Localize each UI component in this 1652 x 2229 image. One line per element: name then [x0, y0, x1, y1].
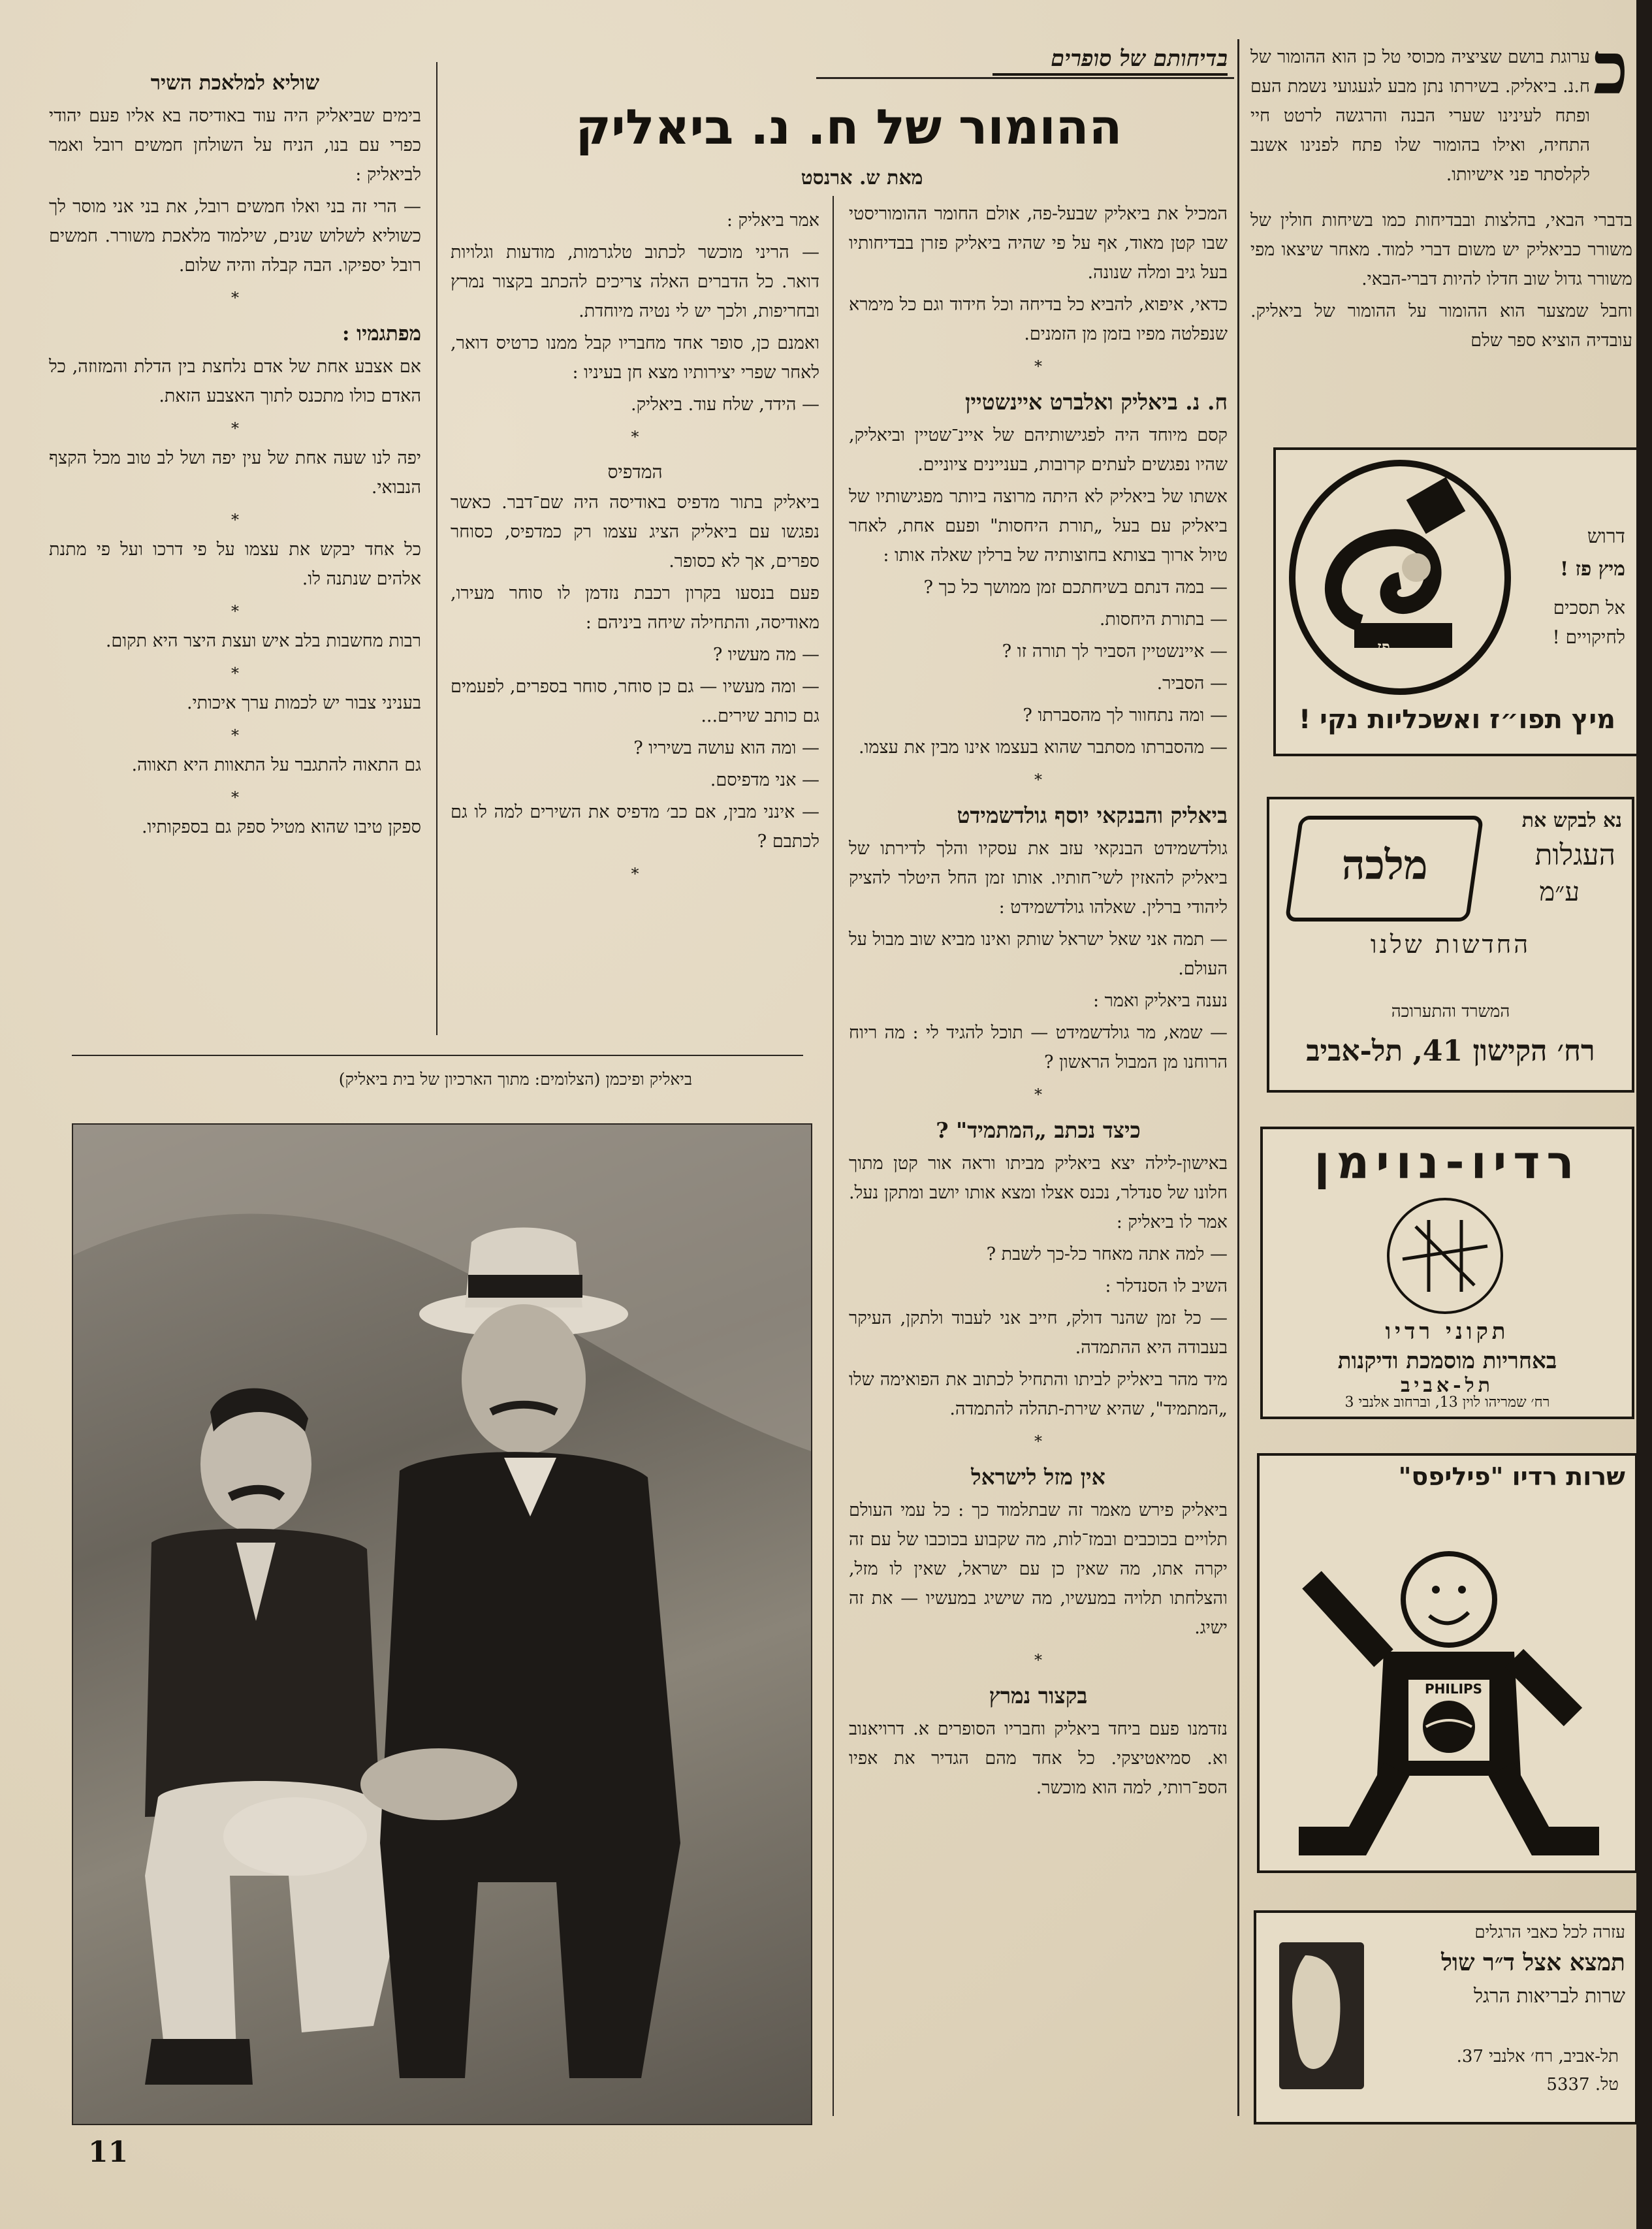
paz-logo-icon: [1289, 460, 1498, 682]
heading-kitzur: בקצור נמרץ: [989, 1683, 1088, 1708]
neuman-emblem-icon: [1387, 1198, 1503, 1314]
saying-2: יפה לנו שעה אחת של עין יפה ושל לב טוב מכל הקצף הנבואי.: [49, 448, 421, 498]
ad-malka-line4: החדשות שלנו: [1370, 930, 1531, 959]
hamatmid-para-3: השיב לו הסנדלר :: [1105, 1276, 1228, 1296]
paz-brand: פז: [1377, 637, 1390, 656]
center-para-1: המכיל את ביאליק שבעל-פה, אולם החומר ההומוריסטי שבו קטן מאוד, אף על פי שהיה ביאליק פזרן בבדיחותיו בעל גיב ומלה שנונה.: [849, 204, 1228, 283]
heading-mazal: אין מזל לישראל: [971, 1464, 1105, 1490]
heading-einstein: ח. נ. ביאליק ואלברט איינשטיין: [964, 389, 1228, 415]
ad-philips: [1257, 1453, 1638, 1873]
separator-star: *: [231, 419, 239, 438]
mid-para-1: אמר ביאליק :: [726, 210, 819, 231]
einstein-para-5: — איינשטיין הסביר לך תורה זו ?: [1002, 641, 1228, 662]
ad-neuman-line1: תקוני רדיו: [1385, 1319, 1510, 1345]
caption-rule: [72, 1055, 803, 1056]
malka-brand: מלכה: [1341, 841, 1428, 889]
heading-goldschmidt: ביאליק והבנקאי יוסף גולדשמידט: [957, 803, 1228, 828]
saying-5: בעניני צבור יש לכמות ערך איכותי.: [187, 693, 421, 713]
ad-scholl-line3: שרות לבריאות הרגל: [1473, 1985, 1625, 2008]
saying-1: אם אצבע אחת של אדם נלחצת בין הדלת והמזוזה, כל האדם כולו מתכנס לתוך האצבע הזאת.: [49, 357, 421, 406]
heading-hamatmid: כיצד נכתב „המתמיד" ?: [936, 1117, 1141, 1143]
printer-para-1: ביאליק בתור מדפיס באודיסה היה שם־דבר. כאשר נפגשו עם ביאליק הציג עצמו רק כמדפיס, כסוחר ספרים, אך לא כסופר.: [451, 492, 819, 571]
ad-neuman-line3: תל-אביב: [1401, 1374, 1494, 1397]
intro-para-2: בדברי הבאי, בהלצות ובבדיחות כמו בשיחות חולין של משורר כביאליק יש משום דברי למוד. מאחר שיצאו מפי משורר גדול שוב חדלו להיות דברי-הבאי.: [1250, 210, 1632, 289]
hamatmid-para-1: באישון-לילה יצא ביאליק מביתו וראה אור קטן מתוך חלונו של סנדלר, נכנס אצלו ומצא אותו יושב ומתקן נעל. אמר לו ביאליק :: [849, 1153, 1228, 1232]
ad-radio-neuman: [1260, 1127, 1634, 1419]
ad-neuman-brand: רדיו-נוימן: [1314, 1136, 1581, 1189]
separator-star: *: [231, 289, 239, 307]
printer-para-3: — מה מעשיו ?: [712, 645, 819, 665]
separator-star: *: [1034, 1432, 1042, 1451]
einstein-para-3: — במה דנתם בשיחתכם זמן ממושך כל כך ?: [923, 577, 1228, 598]
einstein-para-7: — ומה נתחוור לך מהסברתו ?: [1023, 705, 1228, 726]
ad-neuman-address: רח׳ שמריהו לוין 13, וברחוב אלנבי 3: [1344, 1394, 1550, 1411]
ad-malka-line3: ע״מ: [1539, 877, 1580, 907]
ad-paz-line2: מיץ פז !: [1559, 558, 1625, 581]
mid-para-3: ואמנם כן, סופר אחד מחבריו קבל ממנו כרטיס דואר, לאחר שפרי יצירותיו מצא חן בעיניו :: [451, 333, 819, 383]
heading-sayings: מפתגמיו :: [342, 322, 421, 345]
byline: מאת ש. ארנסט: [801, 167, 923, 189]
ad-paz: [1273, 447, 1641, 756]
photo-portrait-image: [73, 1125, 811, 2124]
intro-para-1: ערוגת בושם שציציה מכוסי טל כן הוא ההומור של ח.נ. ביאליק. בשירתו נתן מבע לגעגועי נשמת העם ופתח לעינינו שערי הבנה והרגשה לרטט חיי התחיה, ואילו בהומור שלו פתח לפנינו אשנב לקלסתר פני אישיותו.: [1250, 47, 1590, 185]
headline: ההומור של ח. נ. ביאליק: [575, 99, 1122, 155]
einstein-para-2: אשתו של ביאליק לא היתה מרוצה ביותר מפגישותיו של ביאליק עם בעל „תורת היחסות" ופעם אחת, לאחר טיול ארוך בצותא בחוצותיה של ברלין שאלה אותו :: [849, 487, 1228, 566]
einstein-para-1: קסם מיוחד היה לפגישותיהם של איינ־שטיין וביאליק, שהיו נפגשים לעתים קרובות, בעניינים ציוניים.: [849, 425, 1228, 475]
shulia-para-2: — הרי זה בני ואלו חמשים רובל, את בני אני מוסר לך כשוליא לשלוש שנים, שילמוד מלאכת משורר. חמשים רובל יספיקו. הבה קבלה והיה שלום.: [49, 197, 421, 276]
saying-7: ספקן טיבו שהוא מטיל ספק גם בספקותיו.: [141, 817, 421, 837]
heading-shulia: שוליא למלאכת השיר: [150, 71, 320, 95]
einstein-para-4: — בתורת היחסות.: [1099, 609, 1228, 630]
separator-star: *: [631, 428, 639, 446]
photo-caption: ביאליק ופיכמן (הצלומים: מתוך הארכיון של בית ביאליק): [338, 1070, 692, 1089]
malka-logo: [1285, 816, 1484, 922]
separator-star: *: [1034, 357, 1042, 376]
column-divider-center: [833, 196, 834, 2116]
intro-column: [1250, 42, 1590, 192]
article-column-center: [849, 199, 1228, 1805]
ad-paz-slogan: מיץ תפו״ז ואשכליות נקי !: [1298, 705, 1616, 735]
hamatmid-para-5: מיד מהר ביאליק לביתו והתחיל לכתוב את הפואימה שלו „המתמיד", שהיא שירת-תהלה להתמדה.: [849, 1370, 1228, 1419]
einstein-para-8: — מהסברתו מסתבר שהוא בעצמו אינו מבין את עצמו.: [859, 737, 1228, 758]
paz-logo: [1289, 460, 1511, 695]
ad-paz-line4: לחיקויים !: [1552, 626, 1625, 648]
article-column-left: [49, 62, 421, 844]
einstein-para-6: — הסביר.: [1156, 673, 1228, 694]
ad-malka-line2: העגלות: [1534, 839, 1615, 872]
hamatmid-para-4: — כל זמן שהנר דולק, חייב אני לעבוד ולתקן, העיקר בעבודה היא ההתמדה.: [849, 1308, 1228, 1358]
foot-icon: [1279, 1942, 1364, 2089]
separator-star: *: [1034, 771, 1042, 789]
separator-star: *: [231, 788, 239, 807]
ad-scholl: [1254, 1910, 1638, 2125]
saying-6: גם התאוה להתגבר על התאוות היא תאווה.: [131, 755, 421, 775]
ad-scholl-line5: טל. 5337: [1546, 2075, 1619, 2094]
binding-edge: [1636, 0, 1652, 2229]
ad-paz-line3: אל תסכים: [1553, 597, 1625, 618]
page-number: 11: [88, 2136, 129, 2169]
separator-star: *: [231, 511, 239, 529]
goldschmidt-para-1: גולדשמידט הבנקאי עזב את עסקיו והלך לדירתו של ביאליק להאזין לשי־חותיו. אותו זמן החל היטלר להציק ליהודי ברלין. שאלהו גולדשמידט :: [849, 839, 1228, 918]
intro-para-3: וחבל שמצער הוא ההומור על ההומור של ביאליק. עובדיה הוציא ספר שלם: [1250, 301, 1632, 351]
column-divider-right: [1237, 39, 1239, 2116]
intro-column-2: [1250, 206, 1632, 358]
ad-malka-line5: המשרד והתערוכה: [1391, 1002, 1510, 1021]
printer-para-6: — אני מדפיסם.: [710, 770, 819, 790]
ad-philips-title: שרות רדיו "פיליפס": [1398, 1462, 1625, 1491]
section-rule: [816, 77, 1234, 79]
separator-star: *: [631, 865, 639, 883]
article-column-middle: [451, 206, 819, 889]
section-label: בדיחותם של סופרים: [993, 46, 1228, 76]
photo-bialik-fichman: [72, 1123, 812, 2125]
mid-para-2: — הריני מוכשר לכתוב טלגרמות, מודעות וגלויות דואר. כל הדברים האלה צריכים להכתב בקצור נמרץ ובחריפות, ולכך יש לי נטיה מיוחדת.: [451, 242, 819, 321]
column-divider-left: [436, 62, 437, 1035]
ad-neuman-line2: באחריות מוסמכת ודיקנות: [1337, 1348, 1557, 1374]
drop-cap: כ: [1593, 26, 1628, 110]
separator-star: *: [231, 726, 239, 745]
separator-star: *: [231, 664, 239, 682]
ad-malka-address: רח׳ הקישון 41, תל-אביב: [1306, 1034, 1595, 1068]
kitzur-para-1: נזדמנו פעם ביחד ביאליק וחבריו הסופרים א. דרויאנוב וא. סמיאטיצקי. כל אחד מהם הגדיר את אפיו הספ־רותי, למה הוא מוכשר.: [849, 1719, 1228, 1798]
hamatmid-para-2: — למה אתה מאחר כל-כך לשבת ?: [986, 1244, 1228, 1264]
ad-scholl-line2: תמצא אצל ד״ר שול: [1441, 1949, 1625, 1976]
goldschmidt-para-4: — שמא, מר גולדשמידט — תוכל להגיד לי : מה ריוח הרוחנו מן המבול הראשון ?: [849, 1023, 1228, 1072]
ad-malka-line1: נא לבקש את: [1521, 809, 1622, 832]
goldschmidt-para-3: נענה ביאליק ואמר :: [1092, 991, 1228, 1011]
separator-star: *: [1034, 1085, 1042, 1104]
printer-para-2: פעם בנסעו בקרון רכבת נזדמן לו סוחר מעירו, מאודיסה, והתחילה שיחה ביניהם :: [451, 583, 819, 633]
printer-para-4: — ומה מעשיו — גם כן סוחר, סוחר בספרים, לפעמים גם כותב שירים...: [451, 677, 819, 726]
printer-para-7: — אינני מבין, אם כב׳ מדפיס את השירים למה לו גם לכתבם ?: [451, 802, 819, 852]
ad-paz-line1: דרוש: [1587, 525, 1625, 548]
ad-malka: [1267, 797, 1634, 1093]
shulia-para-1: בימים שביאליק היה עוד באודיסה בא אליו פעם יהודי כפרי עם בנו, הניח על השולחן חמשים רובל ואמר לביאליק :: [49, 106, 421, 185]
separator-star: *: [1034, 1651, 1042, 1669]
goldschmidt-para-2: — תמה אני שאל ישראל שותק ואינו מביא שוב מבול על העולם.: [849, 929, 1228, 979]
center-para-2: כדאי, איפוא, להביא כל בדיחה וכל חידוד וגם כל מימרא שנפלטה מפיו בזמן מן הזמנים.: [849, 295, 1228, 344]
mazal-para-1: ביאליק פירש מאמר זה שבתלמוד כך : כל עמי העולם תלויים בכוכבים ובמז־לות, מה שקבוע בכוכבו של עם זה יקרה אתו, מה שאין כן עם ישראל, שאין לו מזל, והצלחתו תלויה במעשיו, מה שישיג במעשיו — את זה ישיג.: [849, 1500, 1228, 1638]
saying-4: רבות מחשבות בלב איש ועצת היצר היא תקום.: [105, 631, 421, 651]
ad-philips-logo: PHILIPS: [1425, 1681, 1483, 1697]
heading-printer: המדפיס: [607, 461, 663, 483]
ad-scholl-line4: תל-אביב, רח׳ אלנבי 37.: [1456, 2047, 1619, 2066]
ad-scholl-line1: עזרה לכל כאבי הרגלים: [1474, 1923, 1625, 1942]
mid-para-4: — הידד, שלח עוד. ביאליק.: [630, 394, 819, 415]
saying-3: כל אחד יבקש את עצמו על פי דרכו ועל פי מתנת אלהים שנתנה לו.: [49, 539, 421, 589]
printer-para-5: — ומה הוא עושה בשיריו ?: [633, 738, 819, 758]
separator-star: *: [231, 602, 239, 620]
